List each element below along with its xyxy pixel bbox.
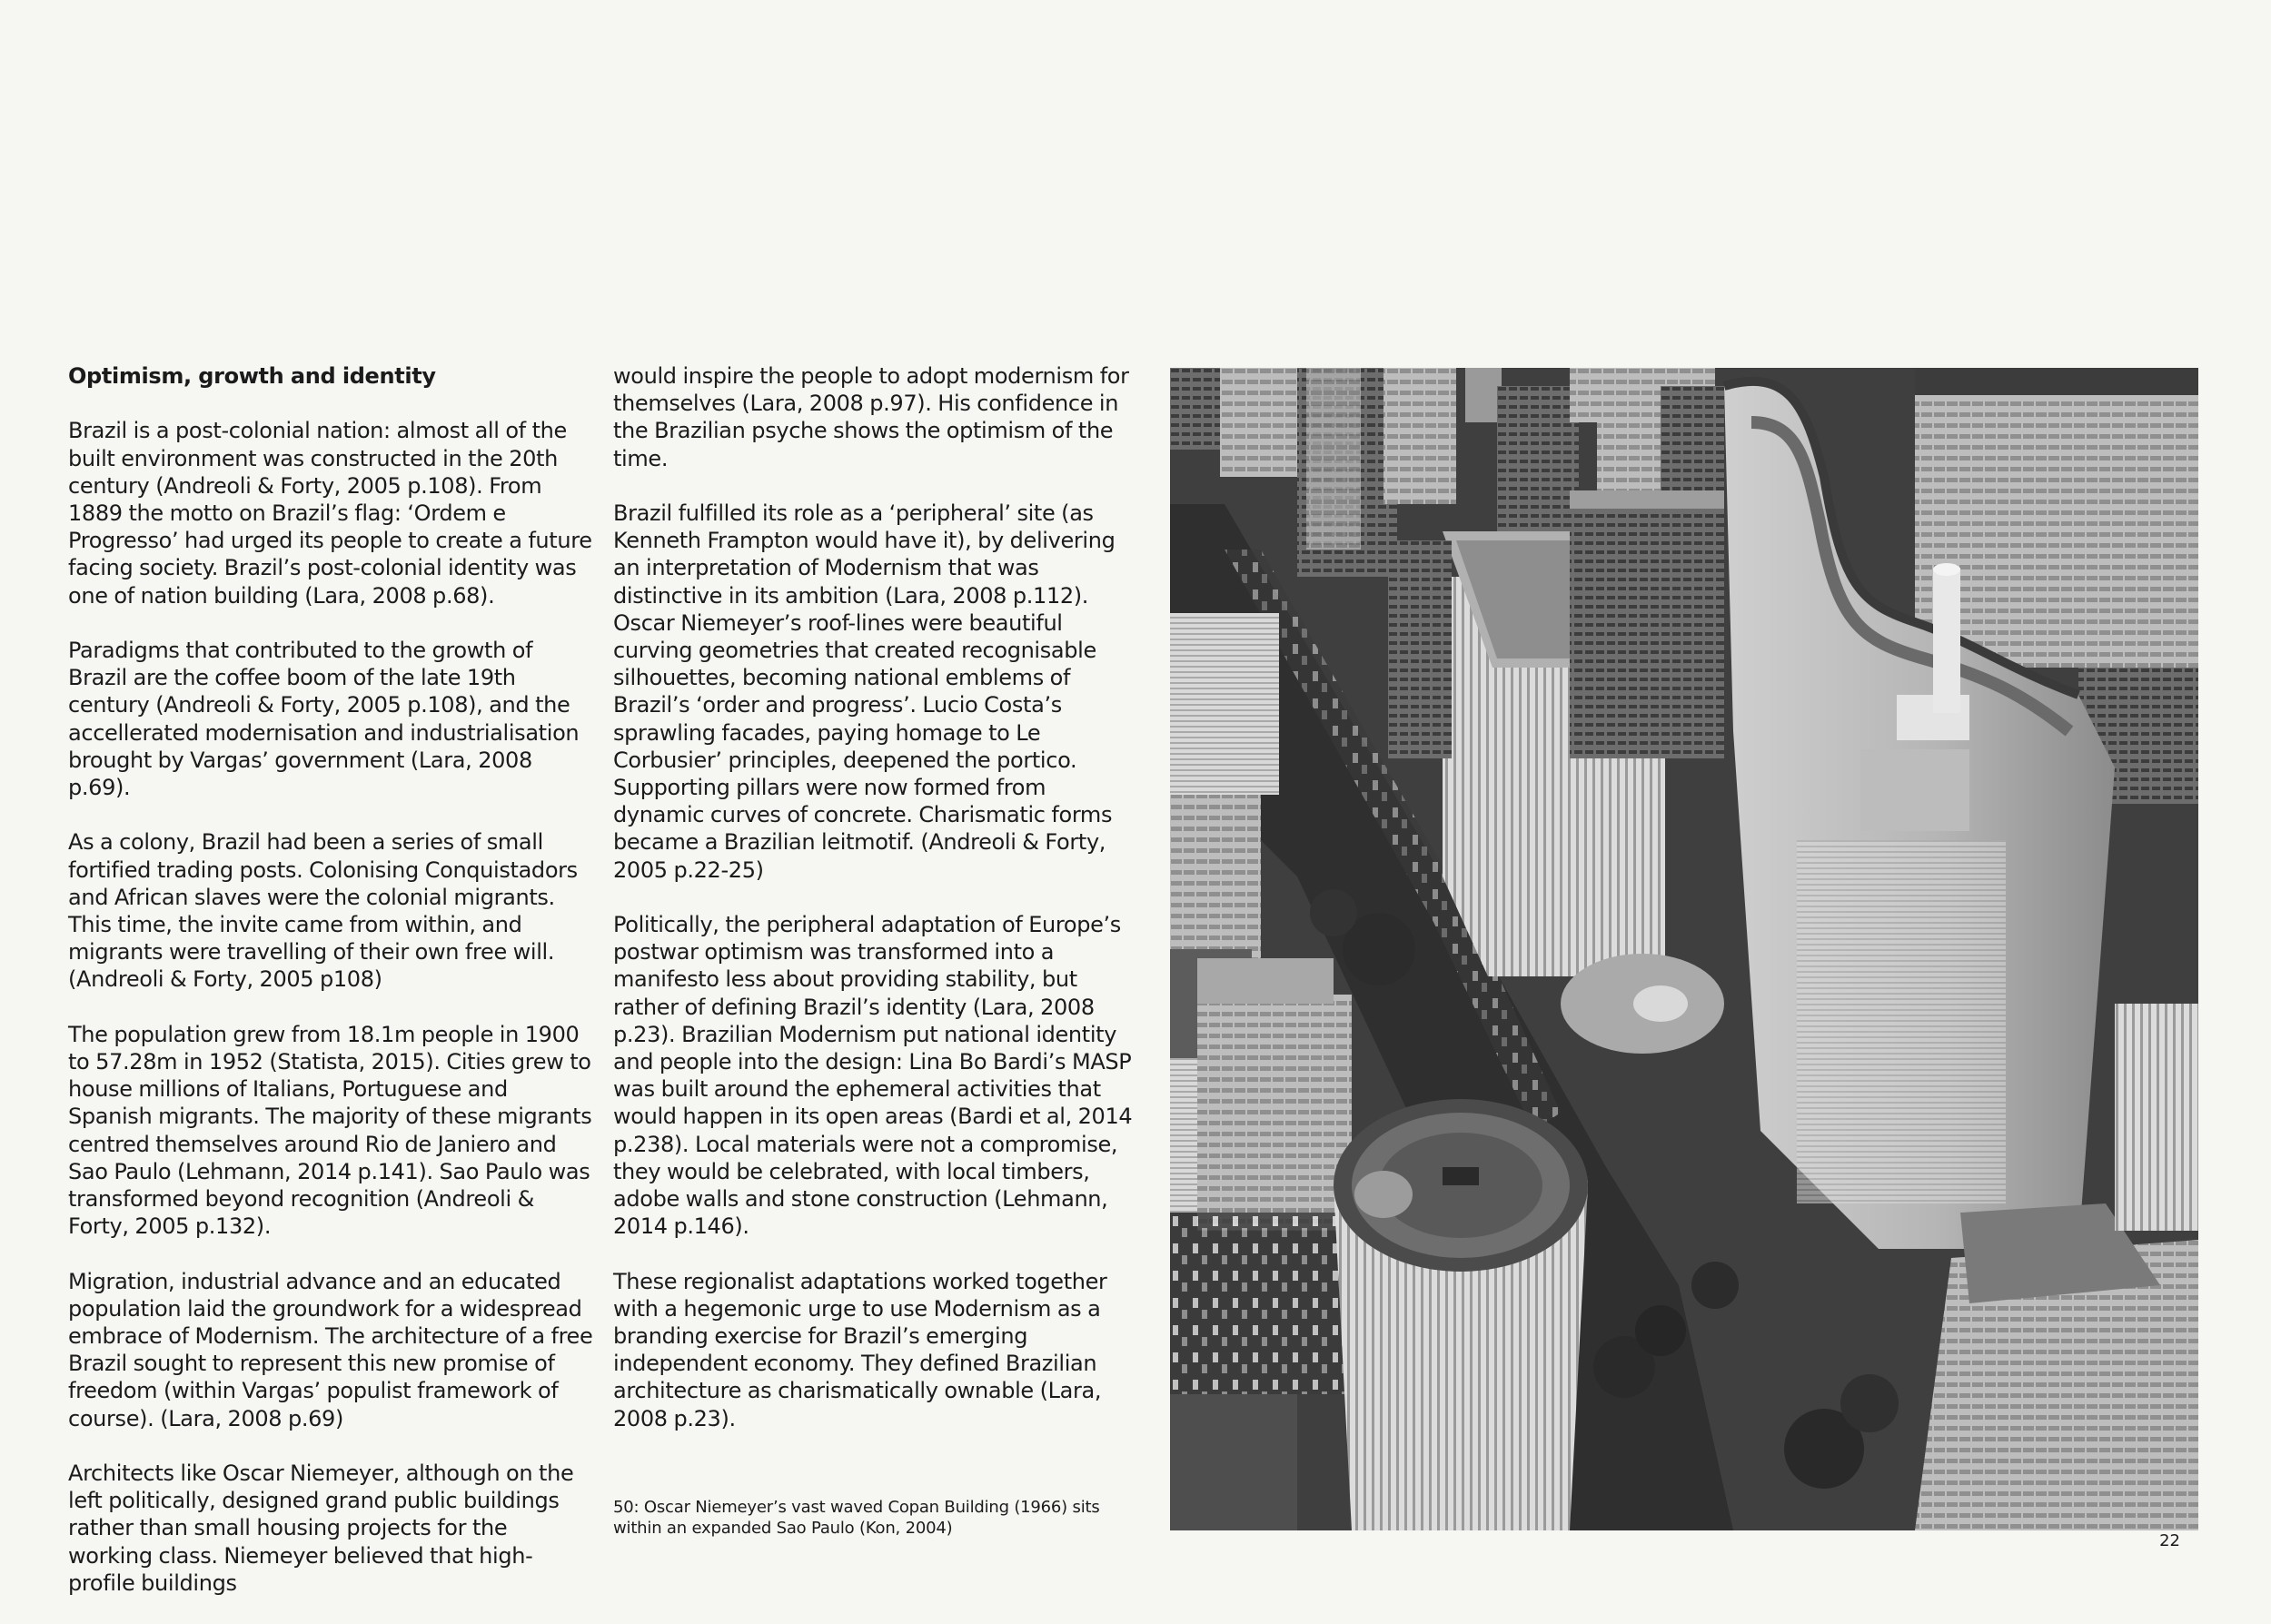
text-column-middle <box>613 362 1142 1460</box>
figure-caption: 50: Oscar Niemeyer’s vast waved Copan Building (1966) sits within an expanded Sao Paulo (Kon, 2004) <box>613 1498 1100 1538</box>
paragraph: The population grew from 18.1m people in 1900 to 57.28m in 1952 (Statista, 2015). Cities grew to house millions of Italians, Portuguese and Spanish migrants. The majority of these migrants centred themselves around Rio de Janiero and Sao Paulo (Lehmann, 2014 p.141). Sao Paulo was transformed beyond recognition (Andreoli & Forty, 2005 p.132). <box>68 1021 592 1240</box>
paragraph: Migration, industrial advance and an educated population laid the groundwork for a widespread embrace of Modernism. The architecture of a free Brazil sought to represent this new promise of freedom (within Vargas’ populist framework of course). (Lara, 2008 p.69) <box>68 1268 593 1431</box>
paragraph: Brazil is a post-colonial nation: almost all of the built environment was constructed in the 20th century (Andreoli & Forty, 2005 p.108). From 1889 the motto on Brazil’s flag: ‘Ordem e Progresso’ had urged its people to create a future facing society. Brazil’s post-colonial identity was one of nation building (Lara, 2008 p.68). <box>68 418 592 609</box>
page-number: 22 <box>2159 1531 2180 1550</box>
paragraph: would inspire the people to adopt modernism for themselves (Lara, 2008 p.97). His confidence in the Brazilian psyche shows the optimism of the time. <box>613 363 1129 471</box>
paragraph: Architects like Oscar Niemeyer, although on the left politically, designed grand public buildings rather than small housing projects for the working class. Niemeyer believed that high-profile buildings <box>68 1461 574 1596</box>
paragraph: These regionalist adaptations worked together with a hegemonic urge to use Modernism as a branding exercise for Brazil’s emerging independent economy. They defined Brazilian architecture as charismatically ownable (Lara, 2008 p.23). <box>613 1268 1107 1431</box>
paragraph: Paradigms that contributed to the growth of Brazil are the coffee boom of the late 19th century (Andreoli & Forty, 2005 p.108), and the accellerated modernisation and industrialisation brought by Vargas’ government (Lara, 2008 p.69). <box>68 638 580 801</box>
text-column-left <box>68 362 595 1624</box>
section-heading: Optimism, growth and identity <box>68 363 436 389</box>
aerial-city-photo <box>1170 368 2198 1530</box>
paragraph: As a colony, Brazil had been a series of small fortified trading posts. Colonising Conquistadors and African slaves were the colonial migrants. This time, the invite came from within, and migrants were travelling of their own free will. (Andreoli & Forty, 2005 p108) <box>68 829 578 993</box>
paragraph: Politically, the peripheral adaptation of Europe’s postwar optimism was transformed into a manifesto less about providing stability, but rather of defining Brazil’s identity (Lara, 2008 p.23). Brazilian Modernism put national identity and people into the design: Lina Bo Bardi’s MASP was built around the ephemeral activities that would happen in its open areas (Bardi et al, 2014 p.238). Local materials were not a compromise, they would be celebrated, with local timbers, adobe walls and stone construction (Lehmann, 2014 p.146). <box>613 912 1133 1240</box>
paragraph: Brazil fulfilled its role as a ‘peripheral’ site (as Kenneth Frampton would have it), by delivering an interpretation of Modernism that was distinctive in its ambition (Lara, 2008 p.112). Oscar Niemeyer’s roof-lines were beautiful curving geometries that created recognisable silhouettes, becoming national emblems of Brazil’s ‘order and progress’. Lucio Costa’s sprawling facades, paying homage to Le Corbusier’ principles, deepened the portico. Supporting pillars were now formed from dynamic curves of concrete. Charismatic forms became a Brazilian leitmotif. (Andreoli & Forty, 2005 p.22-25) <box>613 500 1116 883</box>
